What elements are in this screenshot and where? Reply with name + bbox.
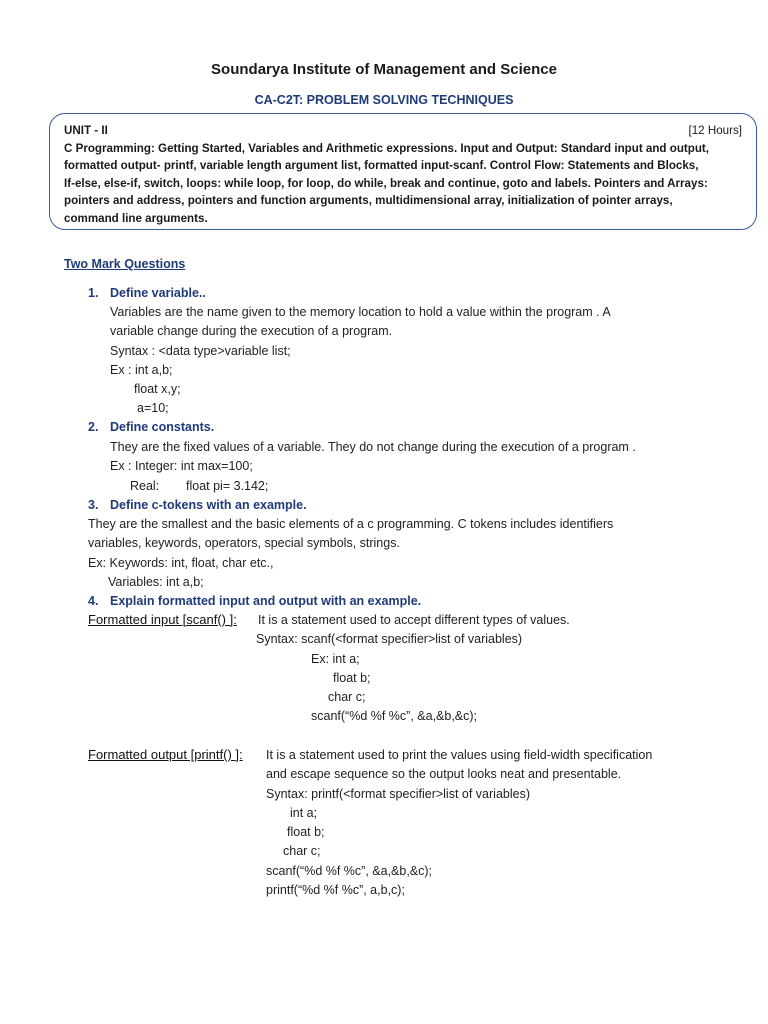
question-3-title [88,498,307,512]
course-title: CA-C2T: PROBLEM SOLVING TECHNIQUES [254,93,514,107]
q3-answer-line: They are the smallest and the basic elements of a c programming. C tokens includes identifiers [88,517,614,531]
q1-answer-line: variable change during the execution of a program. [110,324,393,338]
institute-title: Soundarya Institute of Management and Science [211,61,557,78]
formatted-output-example: float b; [287,825,325,839]
question-number: 3. [88,498,99,512]
unit-line: C Programming: Getting Started, Variables and Arithmetic expressions. Input and Output: Standard input and output, [64,141,710,155]
q2-example: Ex : Integer: int max=100; [110,459,253,473]
question-4-title [88,594,421,608]
formatted-input-syntax: Syntax: scanf(<format specifier>list of variables) [256,632,523,646]
formatted-input-example: Ex: int a; [311,652,360,666]
unit-line: pointers and address, pointers and function arguments, multidimensional array, initialization of pointer arrays, [64,194,673,208]
question-number: 2. [88,420,99,434]
formatted-output-example: int a; [290,806,318,820]
formatted-output-example: scanf(“%d %f %c”, &a,&b,&c); [266,864,433,878]
q3-answer-line: variables, keywords, operators, special symbols, strings. [88,536,400,550]
section-heading: Two Mark Questions [64,257,186,271]
q1-example: Ex : int a,b; [110,363,173,377]
unit-line: command line arguments. [64,211,208,225]
q1-syntax: Syntax : <data type>variable list; [110,344,291,358]
q2-answer-line: They are the fixed values of a variable. They do not change during the execution of a program . [110,440,636,454]
unit-description [64,140,742,228]
unit-syllabus-box [49,113,757,230]
q2-example-value: float pi= 3.142; [186,479,269,493]
unit-line: If-else, else-if, switch, loops: while loop, for loop, do while, break and continue, goto and labels. Pointers and Arrays: [64,176,708,190]
question-2-title [88,420,214,434]
q2-example-label: Real: [130,479,160,493]
formatted-output-description: and escape sequence so the output looks neat and presentable. [266,767,622,781]
q1-example: float x,y; [134,382,181,396]
question-text: Define constants. [110,420,215,434]
formatted-input-description: It is a statement used to accept different types of values. [258,613,570,627]
formatted-input-example: scanf(“%d %f %c”, &a,&b,&c); [311,709,478,723]
q1-answer-line: Variables are the name given to the memory location to hold a value within the program . A [110,305,611,319]
unit-hours: [12 Hours] [688,124,742,137]
formatted-output-example: char c; [283,844,321,858]
formatted-output-heading: Formatted output [printf() ]: [88,747,243,762]
formatted-input-example: char c; [328,690,366,704]
q3-example: Variables: int a,b; [108,575,204,589]
question-1-title [88,286,206,300]
formatted-input-example: float b; [333,671,371,685]
unit-label: UNIT - II [64,124,108,137]
formatted-output-syntax: Syntax: printf(<format specifier>list of variables) [266,787,530,801]
unit-line: formatted output- printf, variable length argument list, formatted input-scanf. Control Flow: Statements and Blocks, [64,159,699,173]
formatted-output-example: printf(“%d %f %c”, a,b,c); [266,883,405,897]
formatted-output-description: It is a statement used to print the values using field-width specification [266,748,653,762]
formatted-input-heading: Formatted input [scanf() ]: [88,612,237,627]
unit-header [64,122,742,140]
question-text: Explain formatted input and output with an example. [110,594,422,608]
question-number: 4. [88,594,99,608]
q1-example: a=10; [137,401,169,415]
question-number: 1. [88,286,99,300]
q3-example: Ex: Keywords: int, float, char etc., [88,556,274,570]
question-text: Define c-tokens with an example. [110,498,307,512]
question-text: Define variable.. [110,286,206,300]
